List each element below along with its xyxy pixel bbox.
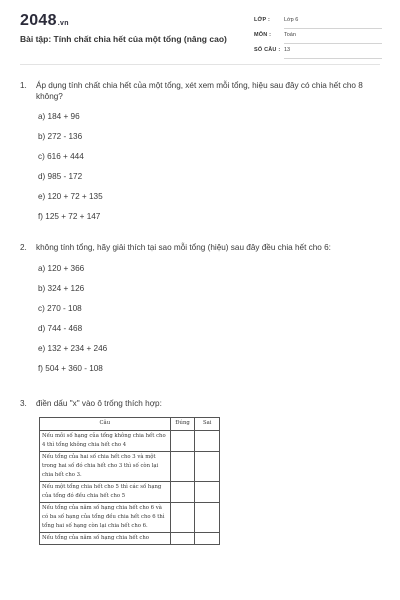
meta-value: Toán	[284, 32, 296, 38]
option: f) 504 + 360 - 108	[38, 364, 103, 373]
true-answer-cell[interactable]	[170, 452, 195, 482]
false-answer-cell[interactable]	[195, 482, 220, 503]
question-number: 3.	[20, 399, 27, 408]
true-false-table	[39, 417, 220, 545]
table-row	[40, 533, 220, 545]
statement-cell: Nếu mỗi số hạng của tổng không chia hết cho 4 thì tổng không chia hết cho 4	[40, 431, 171, 452]
question-2	[20, 242, 380, 253]
meta-row-class	[254, 14, 382, 29]
meta-info	[254, 14, 382, 59]
logo-tld: .vn	[57, 20, 69, 27]
table-row	[40, 482, 220, 503]
option: c) 616 + 444	[38, 152, 84, 161]
question-text: Áp dụng tính chất chia hết của một tổng, xét xem mỗi tổng, hiệu sau đây có chia hết cho 8 không?	[36, 81, 363, 101]
statement-cell: Nếu tổng của năm số hạng chia hết cho 6 và có ba số hạng của tổng đều chia hết cho 6 thì tổng hai số hạng còn lại chia hết cho 6.	[40, 503, 171, 533]
meta-row-subject	[254, 29, 382, 44]
statement-cell: Nếu tổng của năm số hạng chia hết cho	[40, 533, 171, 545]
question-text: điền dấu "x" vào ô trống thích hợp:	[36, 399, 162, 408]
false-answer-cell[interactable]	[195, 452, 220, 482]
question-number: 2.	[20, 243, 27, 252]
option: b) 324 + 126	[38, 284, 85, 293]
worksheet-title: Bài tập: Tính chất chia hết của một tổng (nâng cao)	[20, 34, 227, 44]
meta-label: LỚP :	[254, 17, 270, 23]
statement-cell: Nếu một tổng chia hết cho 5 thì các số hạng của tổng đó đều chia hết cho 5	[40, 482, 171, 503]
column-header-true: Đúng	[170, 418, 195, 431]
table-header-row	[40, 418, 220, 431]
statement-cell: Nếu tổng của hai số chia hết cho 3 và một trong hai số đó chia hết cho 3 thì số còn lại chia hết cho 3.	[40, 452, 171, 482]
meta-label: MÔN :	[254, 32, 272, 38]
false-answer-cell[interactable]	[195, 503, 220, 533]
worksheet-header	[0, 0, 400, 62]
option: a) 120 + 366	[38, 264, 85, 273]
true-answer-cell[interactable]	[170, 533, 195, 545]
column-header-false: Sai	[195, 418, 220, 431]
site-logo[interactable]	[20, 12, 69, 30]
meta-underline	[284, 58, 382, 59]
meta-label: SỐ CÂU :	[254, 47, 281, 53]
question-number: 1.	[20, 81, 27, 90]
question-text: không tính tổng, hãy giải thích tại sao mỗi tổng (hiệu) sau đây đều chia hết cho 6:	[36, 243, 331, 252]
meta-value: Lớp 6	[284, 17, 299, 23]
logo-text: 2048	[20, 12, 57, 29]
option: b) 272 - 136	[38, 132, 83, 141]
option: a) 184 + 96	[38, 112, 80, 121]
option: e) 120 + 72 + 135	[38, 192, 103, 201]
table-row	[40, 452, 220, 482]
meta-row-count	[254, 44, 382, 59]
true-answer-cell[interactable]	[170, 431, 195, 452]
true-answer-cell[interactable]	[170, 503, 195, 533]
question-prompt	[20, 242, 380, 253]
false-answer-cell[interactable]	[195, 533, 220, 545]
table-row	[40, 431, 220, 452]
option: d) 985 - 172	[38, 172, 83, 181]
column-header-question: Câu	[40, 418, 171, 431]
option: c) 270 - 108	[38, 304, 82, 313]
true-answer-cell[interactable]	[170, 482, 195, 503]
question-prompt	[20, 398, 380, 409]
table-row	[40, 503, 220, 533]
question-prompt	[20, 80, 380, 102]
false-answer-cell[interactable]	[195, 431, 220, 452]
meta-value: 13	[284, 47, 291, 53]
question-1	[20, 80, 380, 102]
option: f) 125 + 72 + 147	[38, 212, 101, 221]
header-divider	[20, 64, 380, 65]
question-3	[20, 398, 380, 409]
option: e) 132 + 234 + 246	[38, 344, 108, 353]
option: d) 744 - 468	[38, 324, 83, 333]
